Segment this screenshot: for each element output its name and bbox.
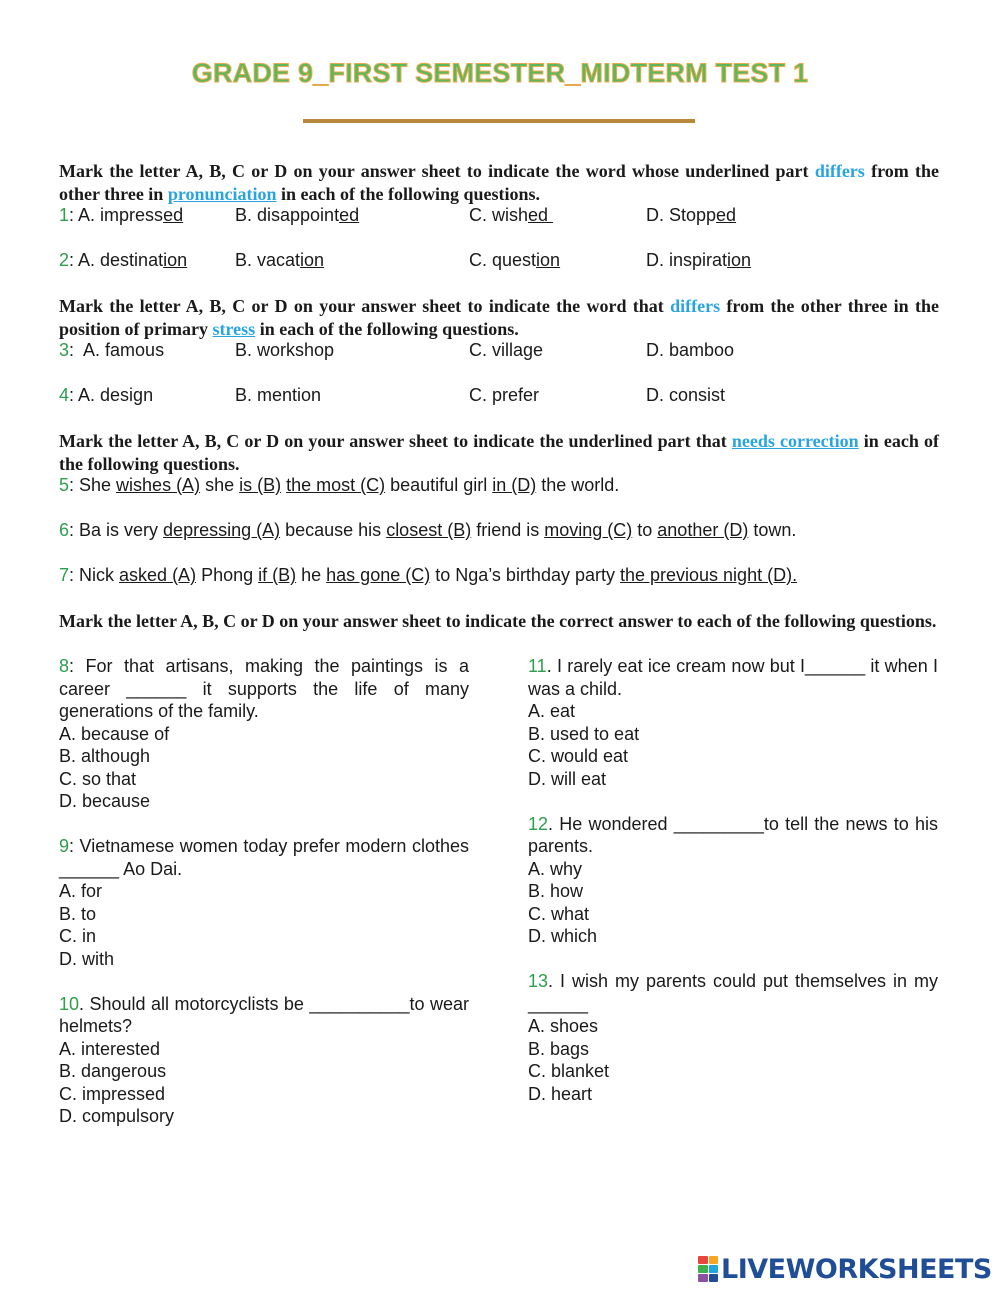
liveworksheets-logo[interactable] [698,1254,992,1284]
option-b[interactable]: B. how [528,881,584,901]
option-b[interactable]: B. although [59,746,151,766]
option-d[interactable]: D. heart [528,1083,593,1104]
option-c[interactable]: C. question [469,250,561,270]
question-stem: . I rarely eat ice cream now but I______ it when I was a child. [528,656,938,699]
question-9 [59,835,469,970]
logo-block [698,1265,708,1273]
option-a[interactable]: A. for [59,881,103,901]
question-5: 5: She wishes (A) she is (B) the most (C) beautiful girl in (D) the world. [59,475,620,495]
option-c[interactable]: C. so that [59,768,137,789]
option-c[interactable]: C. prefer [469,385,540,405]
option-a[interactable]: A. famous [83,340,165,360]
option-a[interactable]: wishes (A) [116,475,201,495]
option-b[interactable]: B. dangerous [59,1061,167,1081]
option-a[interactable]: A. shoes [528,1016,599,1036]
option-d[interactable]: in (D) [492,475,537,495]
option-d[interactable]: D. compulsory [59,1106,175,1126]
question-stem: : Vietnamese women today prefer modern clothes ______ Ao Dai. [59,836,469,879]
option-c[interactable]: C. blanket [528,1061,610,1081]
logo-block [709,1265,719,1273]
option-a[interactable]: A. impressed [78,205,184,225]
option-d[interactable]: D. bamboo [646,340,735,360]
option-a[interactable]: A. why [528,858,583,879]
right-column [528,655,938,1105]
option-b[interactable]: B. vacation [235,250,325,270]
option-a[interactable]: A. destination [78,250,188,270]
question-number: 11 [528,656,547,676]
question-number: 10 [59,993,80,1014]
page-title: GRADE 9_FIRST SEMESTER_MIDTERM TEST 1 [191,58,809,88]
option-c[interactable]: C. village [469,340,544,360]
question-number: 9 [59,836,70,856]
question-12 [528,813,938,948]
question-stem: . I wish my parents could put themselves in my ______ [528,971,938,1014]
section1-instructions: Mark the letter A, B, C or D on your answer sheet to indicate the word whose underlined part differs from the other three in pronunciation in each of the following questions. [59,161,939,204]
question-11 [528,655,938,790]
option-a[interactable]: A. because of [59,723,170,744]
section2-instructions: Mark the letter A, B, C or D on your answer sheet to indicate the word that differs from the other three in the position of primary stress in each of the following questions. [59,296,939,339]
title-underline [303,119,695,123]
option-d[interactable]: D. because [59,791,151,811]
logo-text: LIVEWORKSHEETS [721,1253,992,1285]
logo-block [709,1274,719,1282]
question-13 [528,970,938,1105]
question-10 [59,993,469,1128]
option-c[interactable]: C. impressed [59,1083,166,1104]
option-c[interactable]: the most (C) [286,475,386,495]
question-number: 6 [59,520,70,540]
option-b[interactable]: B. to [59,903,97,924]
option-c[interactable]: has gone (C) [326,565,431,585]
option-a[interactable]: A. eat [528,701,576,721]
stress-link[interactable]: stress [212,318,256,339]
logo-block [709,1256,719,1264]
question-number: 12 [528,813,549,834]
question-number: 8 [59,656,70,676]
question-7: 7: Nick asked (A) Phong if (B) he has gone (C) to Nga’s birthday party the previous night (D). [59,565,798,585]
logo-block [698,1256,708,1264]
option-c[interactable]: C. wished [469,205,554,225]
option-a[interactable]: A. interested [59,1038,161,1059]
question-number: 7 [59,565,70,585]
section4-instructions: Mark the letter A, B, C or D on your answer sheet to indicate the correct answer to each of the following questions. [59,611,937,631]
liveworksheets-logo-icon [698,1256,718,1282]
question-number: 2 [59,250,70,270]
option-d[interactable]: the previous night (D). [619,565,798,585]
option-b[interactable]: B. mention [235,385,322,405]
question-stem: : For that artisans, making the paintings is a career ______ it supports the life of many generations of the family. [59,656,469,721]
option-c[interactable]: moving (C) [544,520,633,540]
option-d[interactable]: D. consist [646,385,726,405]
option-c[interactable]: C. would eat [528,746,629,766]
question-number: 13 [528,971,549,991]
option-d[interactable]: D. with [59,948,115,969]
option-a[interactable]: asked (A) [119,565,197,585]
section3-instructions: Mark the letter A, B, C or D on your answer sheet to indicate the underlined part that needs correction in each of the following questions. [59,431,939,474]
option-d[interactable]: D. Stopped [646,205,737,225]
option-b[interactable]: B. workshop [235,340,335,360]
option-c[interactable]: C. in [59,926,97,946]
option-b[interactable]: closest (B) [386,520,472,540]
question-number: 1 [59,205,70,225]
pronunciation-link[interactable]: pronunciation [167,183,277,204]
option-d[interactable]: D. inspiration [646,250,752,270]
option-a[interactable]: depressing (A) [163,520,281,540]
question-number: 4 [59,385,70,405]
option-d[interactable]: D. will eat [528,768,607,789]
question-stem: . He wondered _________to tell the news to his parents. [528,813,938,856]
option-b[interactable]: is (B) [239,475,282,495]
option-b[interactable]: B. bags [528,1038,590,1059]
option-d[interactable]: D. which [528,926,598,946]
left-column [59,655,469,1128]
question-number: 5 [59,475,70,495]
option-a[interactable]: A. design [78,385,154,405]
question-6: 6: Ba is very depressing (A) because his closest (B) friend is moving (C) to another (D) town. [59,520,797,540]
option-b[interactable]: if (B) [258,565,297,585]
needs-correction-link[interactable]: needs correction [731,431,859,451]
question-stem: . Should all motorcyclists be __________to wear helmets? [59,993,469,1036]
question-number: 3 [59,340,70,360]
option-c[interactable]: C. what [528,903,590,924]
question-8 [59,655,469,813]
option-d[interactable]: another (D) [657,520,749,540]
logo-block [698,1274,708,1282]
option-b[interactable]: B. used to eat [528,723,640,744]
option-b[interactable]: B. disappointed [235,205,360,225]
